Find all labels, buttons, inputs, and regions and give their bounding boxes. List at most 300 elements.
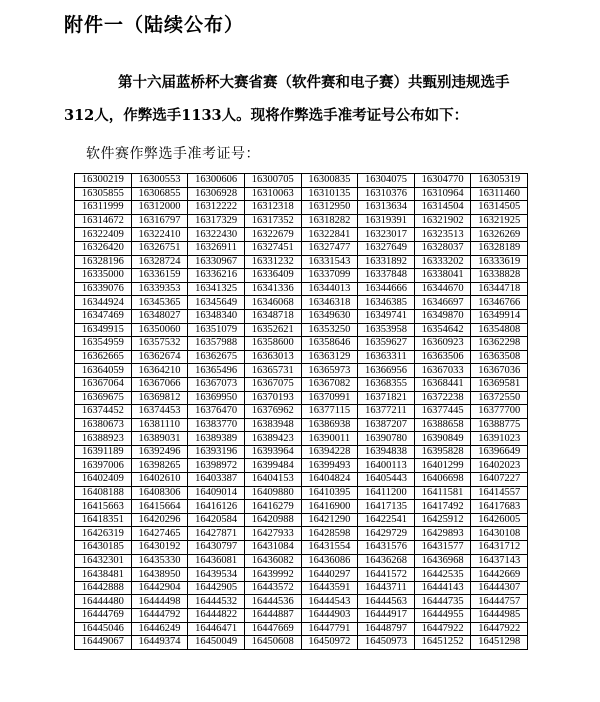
candidate-id-cell: 16344666 xyxy=(358,282,415,296)
candidate-id-cell: 16345365 xyxy=(131,296,188,310)
candidate-id-cell: 16377115 xyxy=(301,405,358,419)
candidate-id-cell: 16430192 xyxy=(131,541,188,555)
candidate-id-cell: 16351079 xyxy=(188,323,245,337)
candidate-id-cell: 16435330 xyxy=(131,554,188,568)
candidate-id-cell: 16306855 xyxy=(131,187,188,201)
candidate-id-cell: 16352621 xyxy=(244,323,301,337)
candidate-id-cell: 16393196 xyxy=(188,445,245,459)
candidate-id-cell: 16399484 xyxy=(244,459,301,473)
candidate-id-cell: 16436968 xyxy=(414,554,471,568)
candidate-id-cell: 16444985 xyxy=(471,609,528,623)
candidate-id-cell: 16300553 xyxy=(131,174,188,188)
candidate-id-cell: 16369581 xyxy=(471,377,528,391)
candidate-id-table-body xyxy=(75,174,528,650)
candidate-id-cell: 16387207 xyxy=(358,418,415,432)
candidate-id-cell: 16354642 xyxy=(414,323,471,337)
candidate-id-cell: 16354808 xyxy=(471,323,528,337)
table-row xyxy=(75,214,528,228)
table-row xyxy=(75,187,528,201)
candidate-id-cell: 16367082 xyxy=(301,377,358,391)
candidate-id-cell: 16314672 xyxy=(75,214,132,228)
candidate-id-cell: 16363506 xyxy=(414,350,471,364)
candidate-id-cell: 16400113 xyxy=(358,459,415,473)
candidate-id-cell: 16313634 xyxy=(358,201,415,215)
candidate-id-cell: 16430185 xyxy=(75,541,132,555)
candidate-id-cell: 16346385 xyxy=(358,296,415,310)
candidate-id-cell: 16314505 xyxy=(471,201,528,215)
candidate-id-cell: 16391189 xyxy=(75,445,132,459)
table-row xyxy=(75,174,528,188)
candidate-id-cell: 16330967 xyxy=(188,255,245,269)
candidate-id-cell: 16335000 xyxy=(75,269,132,283)
candidate-id-cell: 16443711 xyxy=(358,581,415,595)
candidate-id-cell: 16349915 xyxy=(75,323,132,337)
candidate-id-cell: 16337848 xyxy=(358,269,415,283)
candidate-id-cell: 16404153 xyxy=(244,473,301,487)
candidate-id-cell: 16366956 xyxy=(358,364,415,378)
candidate-id-cell: 16451298 xyxy=(471,636,528,650)
candidate-id-cell: 16338041 xyxy=(414,269,471,283)
candidate-id-cell: 16451252 xyxy=(414,636,471,650)
candidate-id-cell: 16447922 xyxy=(471,622,528,636)
candidate-id-cell: 16377211 xyxy=(358,405,415,419)
candidate-id-cell: 16348340 xyxy=(188,309,245,323)
candidate-id-cell: 16426005 xyxy=(471,513,528,527)
candidate-id-cell: 16438950 xyxy=(131,568,188,582)
attachment-title: 附件一（陆续公布） xyxy=(64,14,245,36)
table-row xyxy=(75,581,528,595)
candidate-id-cell: 16449067 xyxy=(75,636,132,650)
candidate-id-cell: 16374453 xyxy=(131,405,188,419)
candidate-id-cell: 16439992 xyxy=(244,568,301,582)
candidate-id-cell: 16418351 xyxy=(75,513,132,527)
candidate-id-cell: 16328189 xyxy=(471,241,528,255)
table-row xyxy=(75,432,528,446)
candidate-id-cell: 16388658 xyxy=(414,418,471,432)
table-row xyxy=(75,500,528,514)
table-row xyxy=(75,282,528,296)
candidate-id-cell: 16389389 xyxy=(188,432,245,446)
candidate-id-cell: 16349630 xyxy=(301,309,358,323)
candidate-id-cell: 16444903 xyxy=(301,609,358,623)
candidate-id-cell: 16444307 xyxy=(471,581,528,595)
candidate-id-cell: 16372238 xyxy=(414,391,471,405)
candidate-id-cell: 16431576 xyxy=(358,541,415,555)
announcement-text: 第十六届蓝桥杯大赛省赛（软件赛和电子赛）共甄别违规选手312人，作弊选手1133人。现将作弊选手准考证号公布如下： xyxy=(64,74,510,124)
candidate-id-cell: 16312222 xyxy=(188,201,245,215)
candidate-id-cell: 16430797 xyxy=(188,541,245,555)
candidate-id-cell: 16367073 xyxy=(188,377,245,391)
candidate-id-cell: 16411581 xyxy=(414,486,471,500)
candidate-id-cell: 16415663 xyxy=(75,500,132,514)
candidate-id-cell: 16369675 xyxy=(75,391,132,405)
candidate-id-cell: 16349741 xyxy=(358,309,415,323)
candidate-id-cell: 16426319 xyxy=(75,527,132,541)
candidate-id-cell: 16443572 xyxy=(244,581,301,595)
candidate-id-cell: 16437143 xyxy=(471,554,528,568)
candidate-id-cell: 16431712 xyxy=(471,541,528,555)
candidate-id-cell: 16305855 xyxy=(75,187,132,201)
candidate-id-cell: 16376470 xyxy=(188,405,245,419)
candidate-id-cell: 16370991 xyxy=(301,391,358,405)
candidate-id-cell: 16381110 xyxy=(131,418,188,432)
candidate-id-cell: 16336409 xyxy=(244,269,301,283)
candidate-id-cell: 16405443 xyxy=(358,473,415,487)
candidate-id-cell: 16410395 xyxy=(301,486,358,500)
candidate-id-cell: 16402409 xyxy=(75,473,132,487)
candidate-id-cell: 16314504 xyxy=(414,201,471,215)
candidate-id-cell: 16388923 xyxy=(75,432,132,446)
candidate-id-cell: 16436081 xyxy=(188,554,245,568)
candidate-id-cell: 16368355 xyxy=(358,377,415,391)
candidate-id-cell: 16338828 xyxy=(471,269,528,283)
candidate-id-cell: 16401299 xyxy=(414,459,471,473)
candidate-id-cell: 16312950 xyxy=(301,201,358,215)
candidate-id-cell: 16327649 xyxy=(358,241,415,255)
table-row xyxy=(75,609,528,623)
candidate-id-cell: 16300705 xyxy=(244,174,301,188)
candidate-id-cell: 16326911 xyxy=(188,241,245,255)
candidate-id-cell: 16430108 xyxy=(471,527,528,541)
candidate-id-cell: 16376962 xyxy=(244,405,301,419)
candidate-id-cell: 16427871 xyxy=(188,527,245,541)
candidate-id-cell: 16444917 xyxy=(358,609,415,623)
candidate-id-cell: 16327477 xyxy=(301,241,358,255)
candidate-id-cell: 16367064 xyxy=(75,377,132,391)
table-row xyxy=(75,255,528,269)
candidate-id-cell: 16415664 xyxy=(131,500,188,514)
candidate-id-cell: 16319391 xyxy=(358,214,415,228)
table-row xyxy=(75,636,528,650)
candidate-id-cell: 16444769 xyxy=(75,609,132,623)
table-row xyxy=(75,228,528,242)
candidate-id-cell: 16392496 xyxy=(131,445,188,459)
candidate-id-cell: 16394838 xyxy=(358,445,415,459)
candidate-id-cell: 16322430 xyxy=(188,228,245,242)
candidate-id-cell: 16442904 xyxy=(131,581,188,595)
candidate-id-cell: 16346318 xyxy=(301,296,358,310)
candidate-id-cell: 16409014 xyxy=(188,486,245,500)
candidate-id-cell: 16431084 xyxy=(244,541,301,555)
candidate-id-cell: 16444143 xyxy=(414,581,471,595)
candidate-id-cell: 16322410 xyxy=(131,228,188,242)
candidate-id-cell: 16416900 xyxy=(301,500,358,514)
candidate-id-cell: 16326751 xyxy=(131,241,188,255)
candidate-id-cell: 16407227 xyxy=(471,473,528,487)
candidate-id-cell: 16300835 xyxy=(301,174,358,188)
candidate-id-cell: 16358600 xyxy=(244,337,301,351)
candidate-id-cell: 16397006 xyxy=(75,459,132,473)
candidate-id-cell: 16383948 xyxy=(244,418,301,432)
candidate-id-cell: 16322679 xyxy=(244,228,301,242)
candidate-id-cell: 16391023 xyxy=(471,432,528,446)
candidate-id-cell: 16396649 xyxy=(471,445,528,459)
candidate-id-cell: 16341336 xyxy=(244,282,301,296)
candidate-id-cell: 16411200 xyxy=(358,486,415,500)
candidate-id-cell: 16358646 xyxy=(301,337,358,351)
candidate-id-cell: 16323513 xyxy=(414,228,471,242)
table-row xyxy=(75,568,528,582)
candidate-id-table xyxy=(74,173,528,650)
candidate-id-cell: 16389031 xyxy=(131,432,188,446)
candidate-id-cell: 16431554 xyxy=(301,541,358,555)
candidate-id-cell: 16446471 xyxy=(188,622,245,636)
candidate-id-cell: 16350060 xyxy=(131,323,188,337)
candidate-id-cell: 16346068 xyxy=(244,296,301,310)
candidate-id-cell: 16421290 xyxy=(301,513,358,527)
candidate-id-cell: 16398265 xyxy=(131,459,188,473)
candidate-id-cell: 16317352 xyxy=(244,214,301,228)
table-row xyxy=(75,201,528,215)
candidate-id-cell: 16417683 xyxy=(471,500,528,514)
candidate-id-cell: 16310964 xyxy=(414,187,471,201)
table-row xyxy=(75,513,528,527)
candidate-id-cell: 16448797 xyxy=(358,622,415,636)
candidate-id-cell: 16300219 xyxy=(75,174,132,188)
candidate-id-cell: 16357532 xyxy=(131,337,188,351)
candidate-id-cell: 16333619 xyxy=(471,255,528,269)
candidate-id-cell: 16444498 xyxy=(131,595,188,609)
table-row xyxy=(75,459,528,473)
candidate-id-cell: 16346766 xyxy=(471,296,528,310)
candidate-id-cell: 16369950 xyxy=(188,391,245,405)
table-row xyxy=(75,350,528,364)
candidate-id-cell: 16331892 xyxy=(358,255,415,269)
candidate-id-cell: 16444757 xyxy=(471,595,528,609)
candidate-id-cell: 16310376 xyxy=(358,187,415,201)
table-row xyxy=(75,377,528,391)
table-row xyxy=(75,337,528,351)
candidate-id-cell: 16365731 xyxy=(244,364,301,378)
candidate-id-cell: 16367036 xyxy=(471,364,528,378)
table-row xyxy=(75,241,528,255)
candidate-id-cell: 16367075 xyxy=(244,377,301,391)
candidate-id-cell: 16353958 xyxy=(358,323,415,337)
candidate-id-cell: 16408306 xyxy=(131,486,188,500)
candidate-id-cell: 16326420 xyxy=(75,241,132,255)
candidate-id-cell: 16322841 xyxy=(301,228,358,242)
table-row xyxy=(75,445,528,459)
candidate-id-cell: 16389423 xyxy=(244,432,301,446)
candidate-id-cell: 16363508 xyxy=(471,350,528,364)
candidate-id-cell: 16367066 xyxy=(131,377,188,391)
candidate-id-cell: 16362675 xyxy=(188,350,245,364)
table-row xyxy=(75,595,528,609)
candidate-id-cell: 16422541 xyxy=(358,513,415,527)
candidate-id-cell: 16311999 xyxy=(75,201,132,215)
candidate-id-cell: 16337099 xyxy=(301,269,358,283)
table-row xyxy=(75,391,528,405)
candidate-id-cell: 16339076 xyxy=(75,282,132,296)
candidate-id-cell: 16399493 xyxy=(301,459,358,473)
candidate-id-cell: 16364210 xyxy=(131,364,188,378)
candidate-id-cell: 16346697 xyxy=(414,296,471,310)
table-row xyxy=(75,309,528,323)
candidate-id-cell: 16390780 xyxy=(358,432,415,446)
candidate-id-cell: 16368441 xyxy=(414,377,471,391)
candidate-id-cell: 16310063 xyxy=(244,187,301,201)
candidate-id-cell: 16383770 xyxy=(188,418,245,432)
candidate-id-cell: 16425912 xyxy=(414,513,471,527)
candidate-id-cell: 16440297 xyxy=(301,568,358,582)
candidate-id-cell: 16326269 xyxy=(471,228,528,242)
candidate-id-cell: 16416279 xyxy=(244,500,301,514)
candidate-id-cell: 16427933 xyxy=(244,527,301,541)
candidate-id-cell: 16339353 xyxy=(131,282,188,296)
candidate-id-cell: 16364059 xyxy=(75,364,132,378)
candidate-id-cell: 16349870 xyxy=(414,309,471,323)
table-row xyxy=(75,554,528,568)
candidate-id-cell: 16353250 xyxy=(301,323,358,337)
candidate-id-cell: 16429893 xyxy=(414,527,471,541)
candidate-id-cell: 16443591 xyxy=(301,581,358,595)
candidate-id-cell: 16404824 xyxy=(301,473,358,487)
candidate-id-cell: 16450972 xyxy=(301,636,358,650)
candidate-id-cell: 16403387 xyxy=(188,473,245,487)
announcement-paragraph xyxy=(64,66,534,132)
candidate-id-cell: 16380673 xyxy=(75,418,132,432)
candidate-id-cell: 16300606 xyxy=(188,174,245,188)
candidate-id-cell: 16442669 xyxy=(471,568,528,582)
candidate-id-cell: 16321902 xyxy=(414,214,471,228)
candidate-id-cell: 16436082 xyxy=(244,554,301,568)
table-row xyxy=(75,622,528,636)
candidate-id-cell: 16439534 xyxy=(188,568,245,582)
table-row xyxy=(75,364,528,378)
candidate-id-cell: 16322409 xyxy=(75,228,132,242)
candidate-id-cell: 16436268 xyxy=(358,554,415,568)
candidate-id-cell: 16420296 xyxy=(131,513,188,527)
candidate-id-cell: 16344013 xyxy=(301,282,358,296)
candidate-id-cell: 16348027 xyxy=(131,309,188,323)
table-row xyxy=(75,486,528,500)
candidate-id-cell: 16327451 xyxy=(244,241,301,255)
candidate-id-cell: 16328724 xyxy=(131,255,188,269)
candidate-id-cell: 16386938 xyxy=(301,418,358,432)
candidate-id-cell: 16312318 xyxy=(244,201,301,215)
candidate-id-cell: 16336216 xyxy=(188,269,245,283)
candidate-id-cell: 16438481 xyxy=(75,568,132,582)
candidate-id-cell: 16336159 xyxy=(131,269,188,283)
table-row xyxy=(75,418,528,432)
candidate-id-cell: 16444955 xyxy=(414,609,471,623)
candidate-id-cell: 16345649 xyxy=(188,296,245,310)
candidate-id-cell: 16371821 xyxy=(358,391,415,405)
candidate-id-cell: 16306928 xyxy=(188,187,245,201)
candidate-id-cell: 16357988 xyxy=(188,337,245,351)
candidate-id-cell: 16442905 xyxy=(188,581,245,595)
table-row xyxy=(75,541,528,555)
candidate-id-cell: 16311460 xyxy=(471,187,528,201)
candidate-id-cell: 16406698 xyxy=(414,473,471,487)
candidate-id-cell: 16395828 xyxy=(414,445,471,459)
candidate-id-cell: 16449374 xyxy=(131,636,188,650)
candidate-id-cell: 16344718 xyxy=(471,282,528,296)
candidate-id-cell: 16349914 xyxy=(471,309,528,323)
candidate-id-cell: 16447669 xyxy=(244,622,301,636)
candidate-id-cell: 16420584 xyxy=(188,513,245,527)
candidate-id-cell: 16444887 xyxy=(244,609,301,623)
candidate-id-cell: 16444822 xyxy=(188,609,245,623)
candidate-id-cell: 16444792 xyxy=(131,609,188,623)
candidate-id-cell: 16377700 xyxy=(471,405,528,419)
candidate-id-cell: 16354959 xyxy=(75,337,132,351)
candidate-id-cell: 16369812 xyxy=(131,391,188,405)
candidate-id-cell: 16446249 xyxy=(131,622,188,636)
candidate-id-cell: 16450608 xyxy=(244,636,301,650)
candidate-id-cell: 16348718 xyxy=(244,309,301,323)
candidate-id-cell: 16316797 xyxy=(131,214,188,228)
candidate-id-cell: 16417135 xyxy=(358,500,415,514)
candidate-id-cell: 16414557 xyxy=(471,486,528,500)
candidate-id-cell: 16304770 xyxy=(414,174,471,188)
candidate-id-cell: 16318282 xyxy=(301,214,358,228)
candidate-id-cell: 16444543 xyxy=(301,595,358,609)
candidate-id-cell: 16442535 xyxy=(414,568,471,582)
candidate-id-cell: 16365973 xyxy=(301,364,358,378)
candidate-id-cell: 16390011 xyxy=(301,432,358,446)
candidate-id-cell: 16431577 xyxy=(414,541,471,555)
candidate-id-cell: 16420988 xyxy=(244,513,301,527)
table-row xyxy=(75,296,528,310)
candidate-id-cell: 16429729 xyxy=(358,527,415,541)
candidate-id-cell: 16427465 xyxy=(131,527,188,541)
candidate-id-cell: 16402610 xyxy=(131,473,188,487)
candidate-id-cell: 16323017 xyxy=(358,228,415,242)
candidate-id-cell: 16370193 xyxy=(244,391,301,405)
candidate-id-cell: 16444563 xyxy=(358,595,415,609)
candidate-id-cell: 16432301 xyxy=(75,554,132,568)
candidate-id-cell: 16341325 xyxy=(188,282,245,296)
candidate-id-cell: 16362665 xyxy=(75,350,132,364)
candidate-id-cell: 16363129 xyxy=(301,350,358,364)
candidate-id-cell: 16317329 xyxy=(188,214,245,228)
candidate-id-cell: 16374452 xyxy=(75,405,132,419)
candidate-id-cell: 16360923 xyxy=(414,337,471,351)
candidate-id-cell: 16450049 xyxy=(188,636,245,650)
candidate-id-cell: 16409880 xyxy=(244,486,301,500)
candidate-id-cell: 16328196 xyxy=(75,255,132,269)
candidate-id-cell: 16398972 xyxy=(188,459,245,473)
candidate-id-cell: 16388775 xyxy=(471,418,528,432)
candidate-id-cell: 16331543 xyxy=(301,255,358,269)
candidate-id-cell: 16441572 xyxy=(358,568,415,582)
candidate-id-cell: 16447922 xyxy=(414,622,471,636)
candidate-id-cell: 16365496 xyxy=(188,364,245,378)
candidate-id-cell: 16377445 xyxy=(414,405,471,419)
candidate-id-cell: 16393964 xyxy=(244,445,301,459)
candidate-id-cell: 16305319 xyxy=(471,174,528,188)
candidate-id-cell: 16390849 xyxy=(414,432,471,446)
candidate-id-cell: 16321925 xyxy=(471,214,528,228)
candidate-id-cell: 16442888 xyxy=(75,581,132,595)
candidate-id-cell: 16372550 xyxy=(471,391,528,405)
candidate-id-cell: 16444735 xyxy=(414,595,471,609)
candidate-id-cell: 16444480 xyxy=(75,595,132,609)
candidate-id-cell: 16331232 xyxy=(244,255,301,269)
candidate-id-cell: 16367033 xyxy=(414,364,471,378)
table-row xyxy=(75,405,528,419)
candidate-id-cell: 16363311 xyxy=(358,350,415,364)
candidate-id-cell: 16450973 xyxy=(358,636,415,650)
candidate-id-cell: 16394228 xyxy=(301,445,358,459)
candidate-id-cell: 16444536 xyxy=(244,595,301,609)
candidate-id-cell: 16312000 xyxy=(131,201,188,215)
candidate-id-cell: 16333202 xyxy=(414,255,471,269)
candidate-id-cell: 16417492 xyxy=(414,500,471,514)
candidate-id-cell: 16416126 xyxy=(188,500,245,514)
candidate-id-cell: 16310135 xyxy=(301,187,358,201)
